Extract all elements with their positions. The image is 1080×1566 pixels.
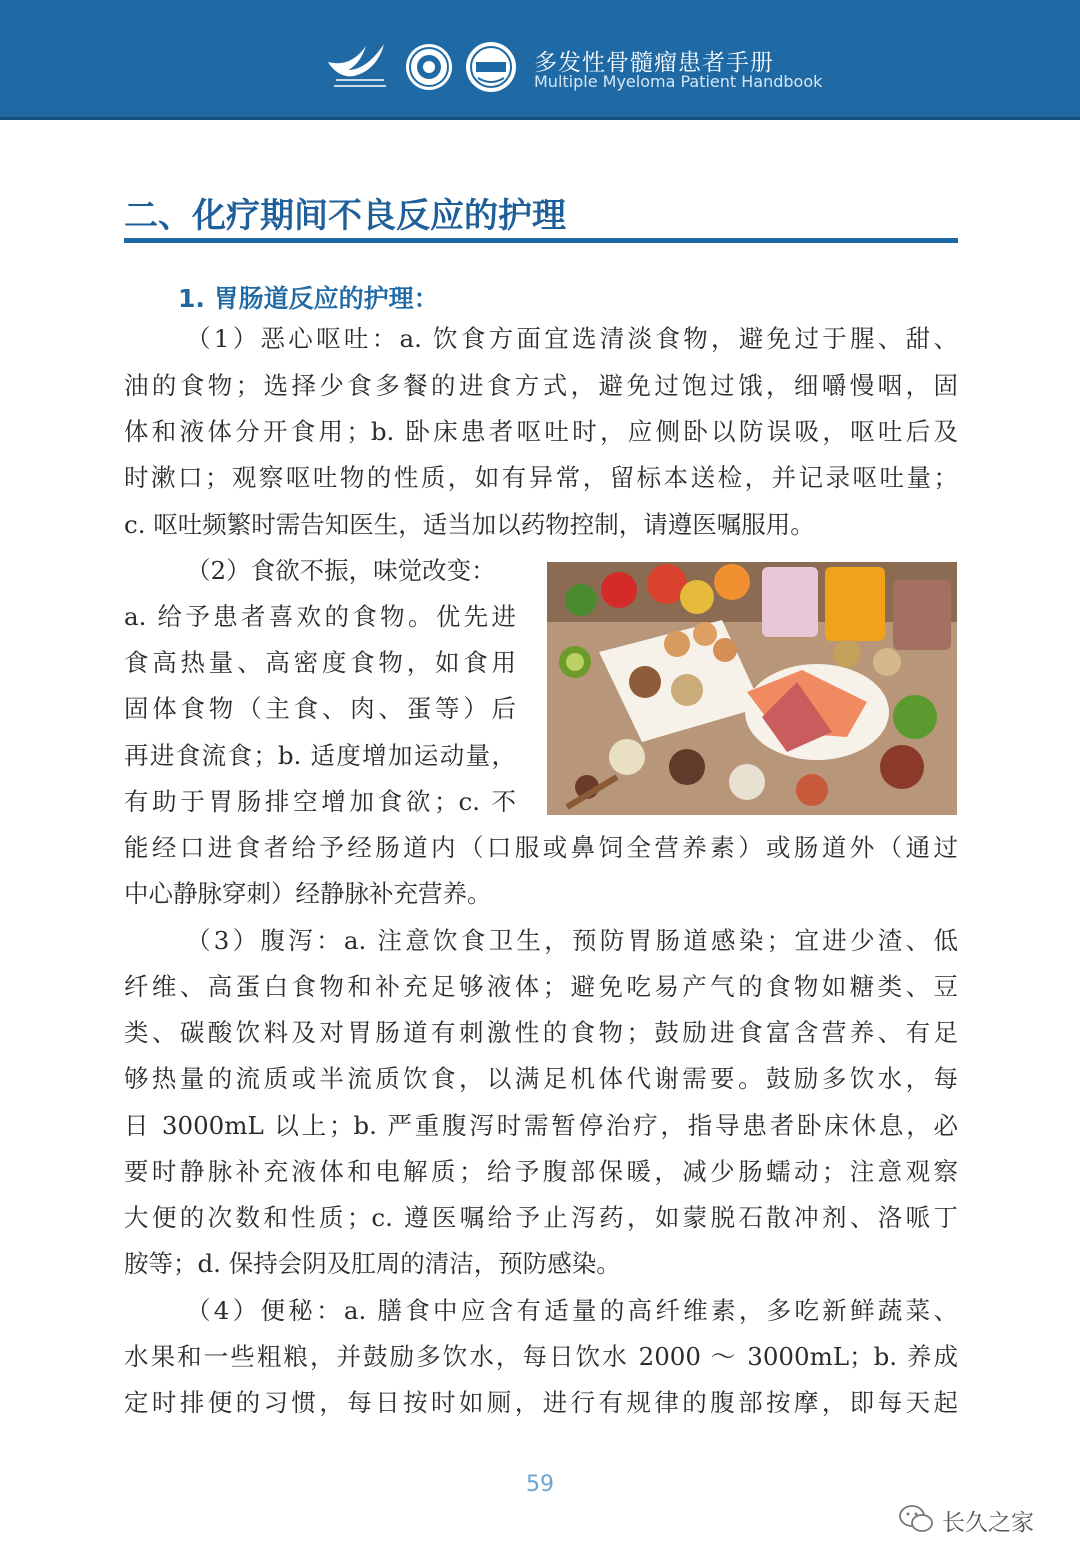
body-line: 食高热量、高密度食物，如食用 xyxy=(124,648,516,677)
handbook-subtitle: Multiple Myeloma Patient Handbook xyxy=(534,72,823,91)
association-seal-icon xyxy=(404,42,454,92)
body-line: （3）腹泻：a. 注意饮食卫生，预防胃肠道感染；宜进少渣、低 xyxy=(186,926,958,955)
watermark-text: 长久之家 xyxy=(942,1510,1034,1536)
body-line: 时漱口；观察呕吐物的性质，如有异常，留标本送检，并记录呕吐量； xyxy=(124,463,958,492)
body-line: 中心静脉穿刺）经静脉补充营养。 xyxy=(124,879,492,908)
body-line: 类、碳酸饮料及对胃肠道有刺激性的食物；鼓励进食富含营养、有足 xyxy=(124,1018,958,1047)
body-line: a. 给予患者喜欢的食物。优先进 xyxy=(124,602,516,631)
section-title: 二、化疗期间不良反应的护理 xyxy=(124,196,566,236)
body-line: 水果和一些粗粮，并鼓励多饮水，每日饮水 2000 ～ 3000mL；b. 养成 xyxy=(124,1342,958,1371)
page-header xyxy=(0,0,1080,117)
title-underline xyxy=(124,238,958,243)
body-line: 日 3000mL 以上；b. 严重腹泻时需暂停治疗，指导患者卧床休息，必 xyxy=(124,1111,958,1140)
handbook-title: 多发性骨髓瘤患者手册 xyxy=(534,50,774,76)
header-divider xyxy=(0,117,1080,120)
page-number: 59 xyxy=(526,1472,554,1497)
healthy-food-photo xyxy=(547,562,957,815)
body-line: 要时静脉补充液体和电解质；给予腹部保暖，减少肠蠕动；注意观察 xyxy=(124,1157,958,1186)
body-line: 胺等；d. 保持会阴及肛周的清洁，预防感染。 xyxy=(124,1249,621,1278)
body-line: （2）食欲不振，味觉改变： xyxy=(186,556,496,585)
body-line: 再进食流食；b. 适度增加运动量， xyxy=(124,741,516,770)
body-line: 有助于胃肠排空增加食欲；c. 不 xyxy=(124,787,516,816)
body-line: 体和液体分开食用；b. 卧床患者呕吐时，应侧卧以防误吸，呕吐后及 xyxy=(124,417,958,446)
body-line: （1）恶心呕吐：a. 饮食方面宜选清淡食物，避免过于腥、甜、 xyxy=(186,324,958,353)
wechat-icon xyxy=(898,1504,934,1534)
body-line: （4）便秘：a. 膳食中应含有适量的高纤维素，多吃新鲜蔬菜、 xyxy=(186,1296,958,1325)
body-line: 大便的次数和性质；c. 遵医嘱给予止泻药，如蒙脱石散冲剂、洛哌丁 xyxy=(124,1203,958,1232)
body-line: c. 呕吐频繁时需告知医生，适当加以药物控制，请遵医嘱服用。 xyxy=(124,510,815,539)
body-line: 够热量的流质或半流质饮食，以满足机体代谢需要。鼓励多饮水，每 xyxy=(124,1064,958,1093)
body-line: 油的食物；选择少食多餐的进食方式，避免过饱过饿，细嚼慢咽，固 xyxy=(124,371,958,400)
body-line: 纤维、高蛋白食物和补充足够液体；避免吃易产气的食物如糖类、豆 xyxy=(124,972,958,1001)
mmicc-seal-icon xyxy=(464,40,518,94)
subsection-heading: 1. 胃肠道反应的护理： xyxy=(178,284,439,313)
body-line: 能经口进食者给予经肠道内（口服或鼻饲全营养素）或肠道外（通过 xyxy=(124,833,958,862)
body-line: 固体食物（主食、肉、蛋等）后 xyxy=(124,694,516,723)
wing-logo-icon xyxy=(326,40,394,92)
body-line: 定时排便的习惯，每日按时如厕，进行有规律的腹部按摩，即每天起 xyxy=(124,1388,958,1417)
